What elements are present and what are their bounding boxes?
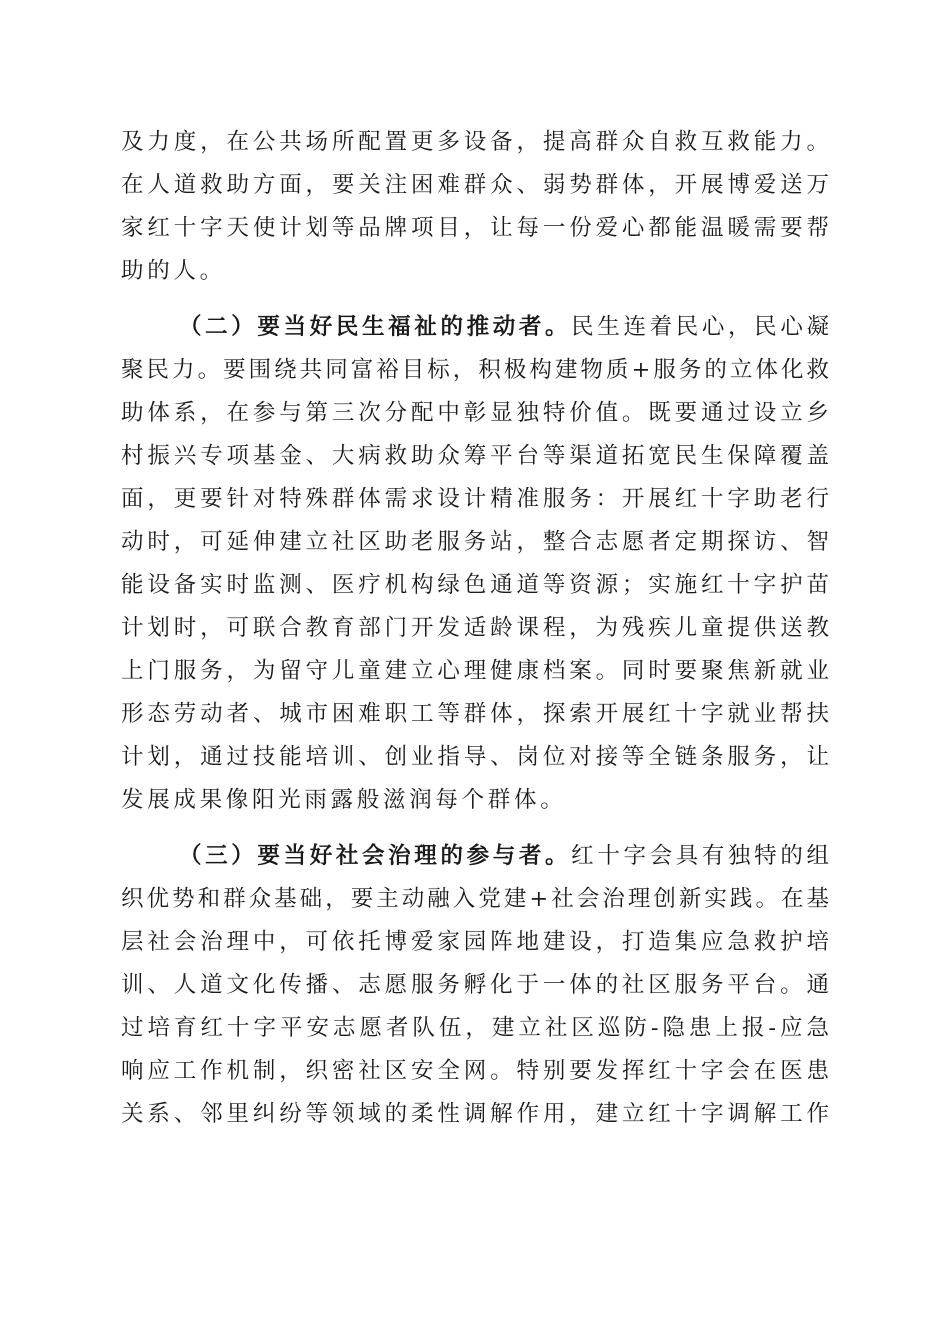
paragraph-2-line-3: 训、人道文化传播、志愿服务孵化于一体的社区服务平台。通: [121, 972, 829, 998]
paragraph-2-line-4: 过培育红十字平安志愿者队伍，建立社区巡防-隐患上报-应急: [121, 1015, 829, 1041]
paragraph-1-line-11: 发展成果像阳光雨露般滋润每个群体。: [121, 787, 567, 813]
paragraph-1-line-3: 村振兴专项基金、大病救助众筹平台等渠道拓宽民生保障覆盖: [121, 443, 829, 469]
paragraph-2-line-6: 关系、邻里纠纷等领域的柔性调解作用，建立红十字调解工作: [121, 1101, 829, 1127]
paragraph-2-line-5: 响应工作机制，织密社区安全网。特别要发挥红十字会在医患: [121, 1058, 829, 1084]
paragraph-1-line-6: 能设备实时监测、医疗机构绿色通道等资源；实施红十字护苗: [121, 572, 829, 598]
paragraph-1-line-1: 聚民力。要围绕共同富裕目标，积极构建物质+服务的立体化救: [121, 357, 829, 383]
paragraph-2-line-2: 层社会治理中，可依托博爱家园阵地建设，打造集应急救护培: [121, 929, 829, 955]
section-heading: （二）要当好民生福祉的推动者。: [179, 314, 572, 340]
paragraph-0-line-0: 及力度，在公共场所配置更多设备，提高群众自救互救能力。: [121, 129, 829, 155]
paragraph-2-line-1: 织优势和群众基础，要主动融入党建+社会治理创新实践。在基: [121, 886, 829, 912]
section-heading: （三）要当好社会治理的参与者。: [179, 843, 572, 869]
paragraph-1-line-10: 计划，通过技能培训、创业指导、岗位对接等全链条服务，让: [121, 744, 829, 770]
paragraph-0-line-3: 助的人。: [121, 258, 226, 284]
paragraph-2-line-0: [179, 841, 829, 871]
paragraph-0-line-1: 在人道救助方面，要关注困难群众、弱势群体，开展博爱送万: [121, 172, 829, 198]
paragraph-1-line-4: 面，更要针对特殊群体需求设计精准服务：开展红十字助老行: [121, 486, 829, 512]
paragraph-1-line-0: [179, 312, 829, 342]
paragraph-1-line-9: 形态劳动者、城市困难职工等群体，探索开展红十字就业帮扶: [121, 701, 829, 727]
paragraph-0-line-2: 家红十字天使计划等品牌项目，让每一份爱心都能温暖需要帮: [121, 215, 829, 241]
paragraph-1-line-7: 计划时，可联合教育部门开发适龄课程，为残疾儿童提供送教: [121, 615, 829, 641]
paragraph-1-line-2: 助体系，在参与第三次分配中彰显独特价值。既要通过设立乡: [121, 400, 829, 426]
line-text: 红十字会具有独特的组: [571, 843, 829, 869]
line-text: 民生连着民心，民心凝: [571, 314, 829, 340]
paragraph-1-line-8: 上门服务，为留守儿童建立心理健康档案。同时要聚焦新就业: [121, 658, 829, 684]
paragraph-1-line-5: 动时，可延伸建立社区助老服务站，整合志愿者定期探访、智: [121, 529, 829, 555]
